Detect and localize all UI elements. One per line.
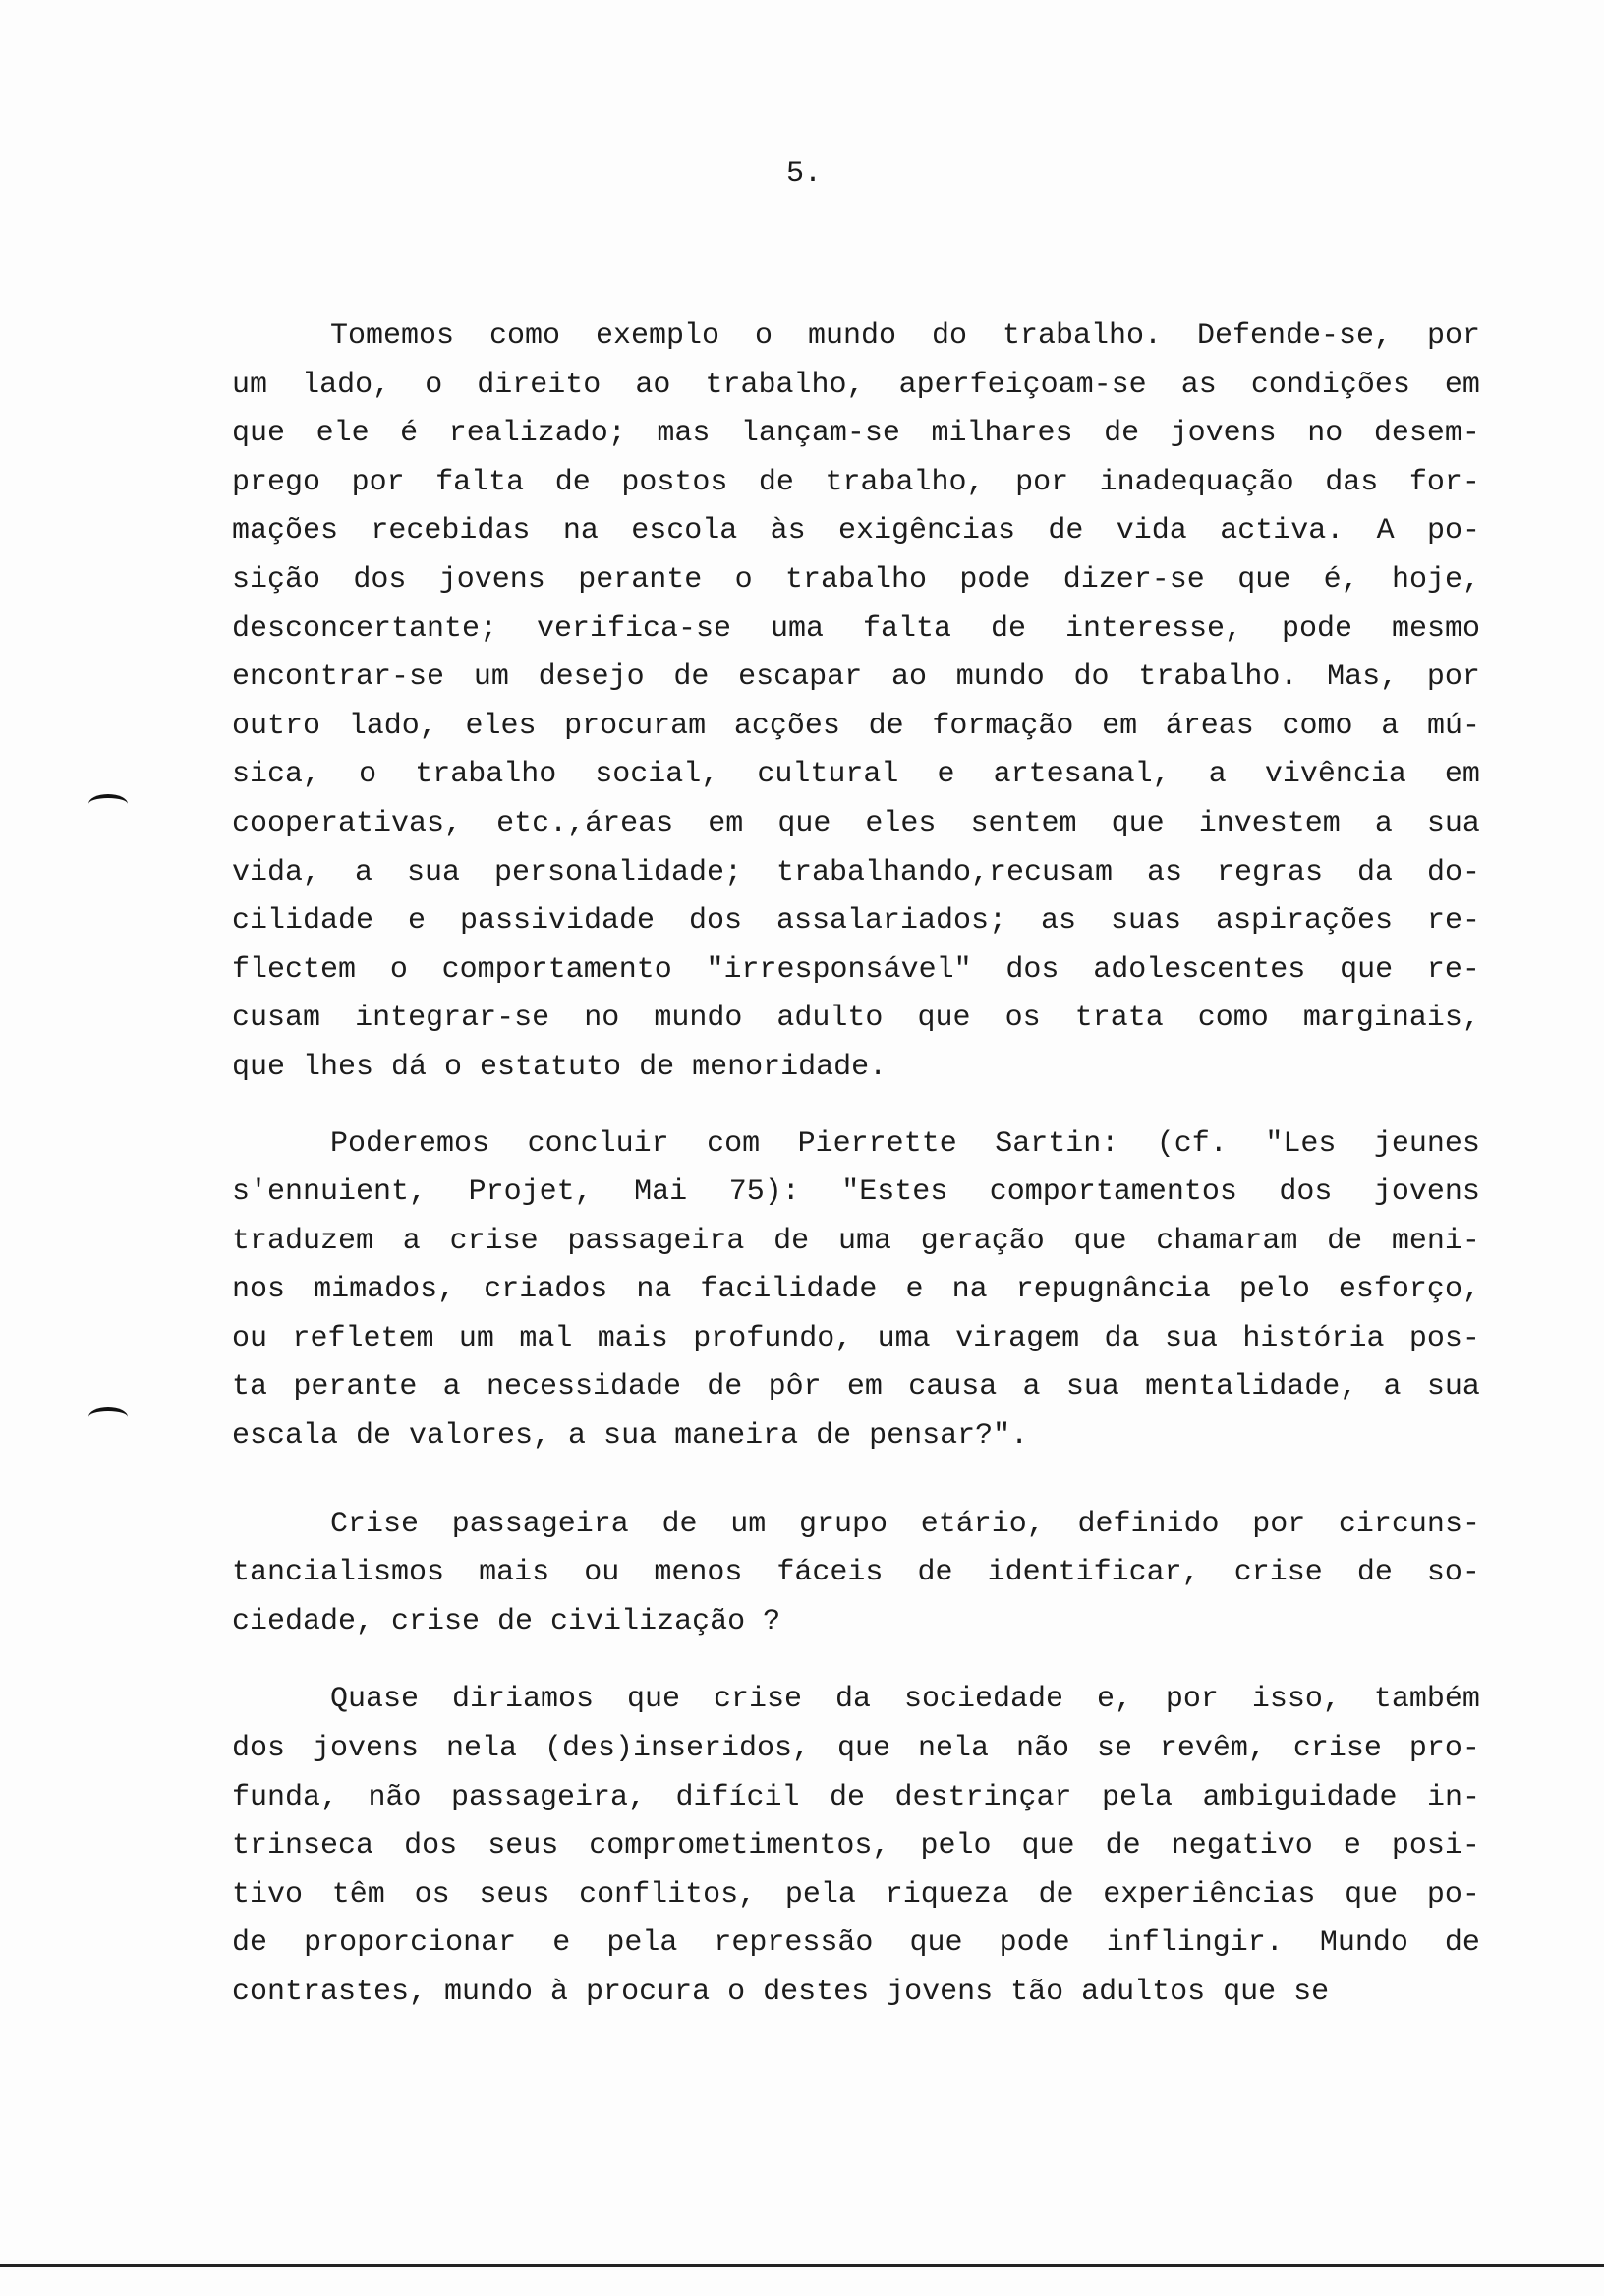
text-line: dos jovens nela (des)inseridos, que nela não se revêm, crise pro- bbox=[232, 1732, 1480, 1766]
text-line: traduzem a crise passageira de uma geração que chamaram de meni- bbox=[232, 1224, 1480, 1258]
paragraph bbox=[232, 1120, 1480, 1462]
paragraph bbox=[232, 1501, 1480, 1647]
text-line: cooperativas, etc.,áreas em que eles sentem que investem a sua bbox=[232, 806, 1480, 840]
text-line: vida, a sua personalidade; trabalhando,recusam as regras da do- bbox=[232, 855, 1480, 890]
text-line: Quase diriamos que crise da sociedade e, por isso, também bbox=[330, 1683, 1480, 1717]
text-line: Crise passageira de um grupo etário, definido por circuns- bbox=[330, 1507, 1480, 1541]
text-line: de proporcionar e pela repressão que pode inflingir. Mundo de bbox=[232, 1926, 1480, 1961]
text-line: Poderemos concluir com Pierrette Sartin: (cf. "Les jeunes bbox=[330, 1126, 1480, 1161]
text-line: tivo têm os seus conflitos, pela riqueza de experiências que po- bbox=[232, 1877, 1480, 1912]
text-line: s'ennuient, Projet, Mai 75): "Estes comportamentos dos jovens bbox=[232, 1176, 1480, 1210]
text-line: um lado, o direito ao trabalho, aperfeiçoam-se as condições em bbox=[232, 368, 1480, 402]
text-line: cusam integrar-se no mundo adulto que os trata como marginais, bbox=[232, 1002, 1480, 1036]
text-line: nos mimados, criados na facilidade e na repugnância pelo esforço, bbox=[232, 1273, 1480, 1307]
text-line: contrastes, mundo à procura o destes jovens tão adultos que se bbox=[232, 1976, 1330, 2009]
text-line: mações recebidas na escola às exigências de vida activa. A po- bbox=[232, 514, 1480, 548]
text-line: ta perante a necessidade de pôr em causa a sua mentalidade, a sua bbox=[232, 1370, 1480, 1405]
footer-rule bbox=[0, 2264, 1604, 2267]
text-line: que lhes dá o estatuto de menoridade. bbox=[232, 1050, 888, 1084]
text-line: que ele é realizado; mas lançam-se milhares de jovens no desem- bbox=[232, 417, 1480, 451]
text-line: outro lado, eles procuram acções de formação em áreas como a mú- bbox=[232, 709, 1480, 743]
text-line: cilidade e passividade dos assalariados; as suas aspirações re- bbox=[232, 904, 1480, 939]
paragraph-gap bbox=[232, 1093, 1480, 1120]
text-line: escala de valores, a sua maneira de pensar?". bbox=[232, 1419, 1029, 1454]
text-line: ciedade, crise de civilização ? bbox=[232, 1604, 781, 1638]
text-line: desconcertante; verifica-se uma falta de interesse, pode mesmo bbox=[232, 611, 1480, 646]
paragraph bbox=[232, 313, 1480, 1093]
text-line: trinseca dos seus comprometimentos, pelo que de negativo e posi- bbox=[232, 1829, 1480, 1864]
text-line: funda, não passageira, difícil de destrinçar pela ambiguidade in- bbox=[232, 1780, 1480, 1814]
paragraph-gap bbox=[232, 1646, 1480, 1676]
page-number: 5. bbox=[786, 157, 823, 191]
text-line: flectem o comportamento "irresponsável" dos adolescentes que re- bbox=[232, 952, 1480, 987]
text-line: sição dos jovens perante o trabalho pode dizer-se que é, hoje, bbox=[232, 562, 1480, 597]
text-line: encontrar-se um desejo de escapar ao mundo do trabalho. Mas, por bbox=[232, 660, 1480, 695]
paragraph bbox=[232, 1676, 1480, 2017]
text-line: Tomemos como exemplo o mundo do trabalho. Defende-se, por bbox=[330, 319, 1480, 353]
text-line: ou refletem um mal mais profundo, uma viragem da sua história pos- bbox=[232, 1321, 1480, 1355]
margin-mark bbox=[88, 794, 128, 814]
text-line: sica, o trabalho social, cultural e artesanal, a vivência em bbox=[232, 758, 1480, 792]
paragraph-gap bbox=[232, 1462, 1480, 1501]
body-text bbox=[232, 313, 1480, 2018]
text-line: tancialismos mais ou menos fáceis de identificar, crise de so- bbox=[232, 1556, 1480, 1590]
margin-mark bbox=[88, 1407, 128, 1427]
text-line: prego por falta de postos de trabalho, por inadequação das for- bbox=[232, 465, 1480, 499]
